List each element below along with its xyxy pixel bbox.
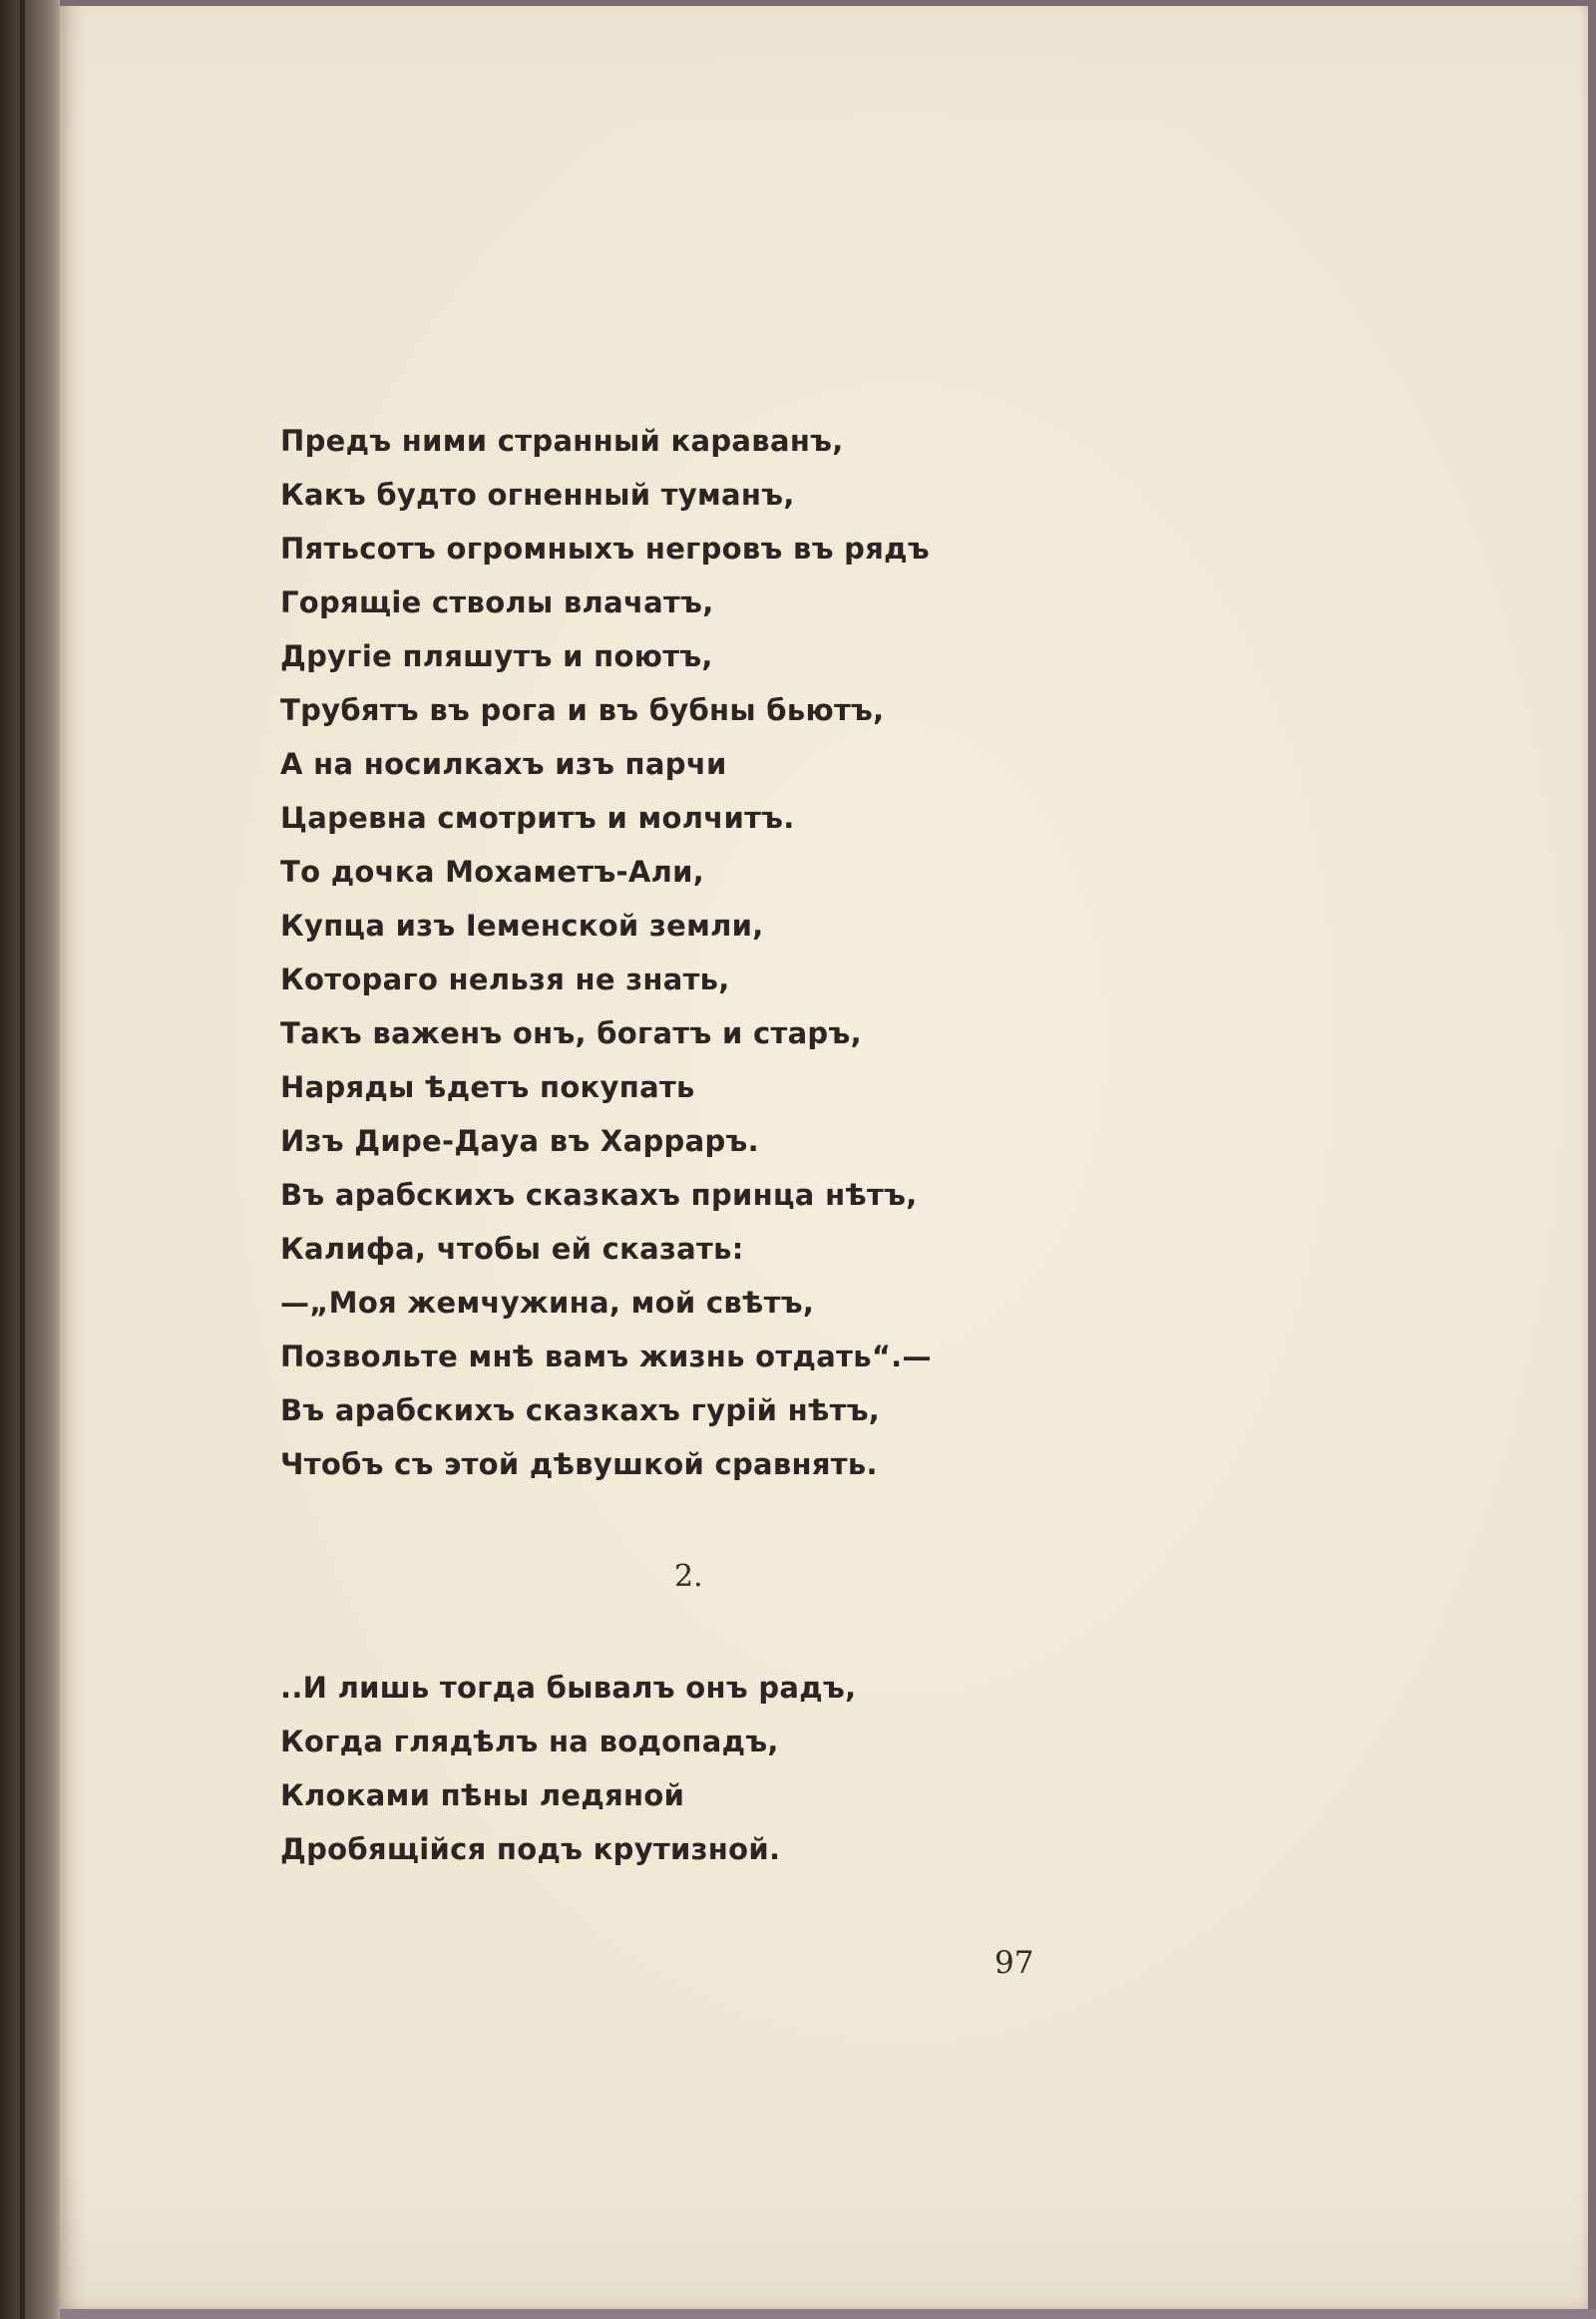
verse-line: Когда глядѣлъ на водопадъ, bbox=[280, 1725, 779, 1758]
verse-line: Позвольте мнѣ вамъ жизнь отдать“.— bbox=[280, 1340, 932, 1373]
verse-line: Пятьсотъ огромныхъ негровъ въ рядъ bbox=[280, 532, 930, 566]
section-number: 2. bbox=[674, 1559, 703, 1594]
page-number: 97 bbox=[995, 1945, 1034, 1981]
book-spine bbox=[0, 0, 62, 2319]
cover-bottom-edge bbox=[60, 2309, 1596, 2319]
verse-line: Такъ важенъ онъ, богатъ и старъ, bbox=[280, 1016, 862, 1050]
verse-line: ..И лишь тогда бывалъ онъ радъ, bbox=[280, 1671, 857, 1705]
verse-line: Царевна смотритъ и молчитъ. bbox=[280, 801, 795, 835]
verse-line: Дробящійся подъ крутизной. bbox=[280, 1832, 781, 1866]
verse-line: Клоками пѣны ледяной bbox=[280, 1778, 685, 1812]
verse-line: Чтобъ съ этой дѣвушкой сравнять. bbox=[280, 1447, 878, 1481]
verse-line: Изъ Дире-Дауа въ Харраръ. bbox=[280, 1124, 759, 1158]
verse-line: Наряды ѣдетъ покупать bbox=[280, 1070, 695, 1104]
verse-line: Калифа, чтобы ей сказать: bbox=[280, 1232, 744, 1266]
cover-top-edge bbox=[60, 0, 1596, 6]
stanza-2 bbox=[280, 1661, 856, 1876]
verse-line: Какъ будто огненный туманъ, bbox=[280, 478, 795, 512]
verse-line: Въ арабскихъ сказкахъ принца нѣтъ, bbox=[280, 1178, 918, 1212]
verse-line: Котораго нельзя не знать, bbox=[280, 963, 730, 996]
verse-line: Горящіе стволы влачатъ, bbox=[280, 585, 714, 619]
verse-line: А на носилкахъ изъ парчи bbox=[280, 747, 727, 781]
verse-line: Трубятъ въ рога и въ бубны бьютъ, bbox=[280, 693, 885, 727]
verse-line: Купца изъ Іеменской земли, bbox=[280, 909, 764, 943]
verse-line: Предъ ними странный караванъ, bbox=[280, 424, 844, 458]
verse-line: Другіе пляшутъ и поютъ, bbox=[280, 639, 713, 673]
spine-edge bbox=[20, 0, 25, 2319]
stanza-1 bbox=[280, 414, 932, 1491]
cover-right-edge bbox=[1588, 0, 1596, 2319]
verse-line: То дочка Мохаметъ-Али, bbox=[280, 855, 705, 889]
verse-line: Въ арабскихъ сказкахъ гурій нѣтъ, bbox=[280, 1393, 881, 1427]
verse-line: —„Моя жемчужина, мой свѣтъ, bbox=[280, 1286, 815, 1320]
